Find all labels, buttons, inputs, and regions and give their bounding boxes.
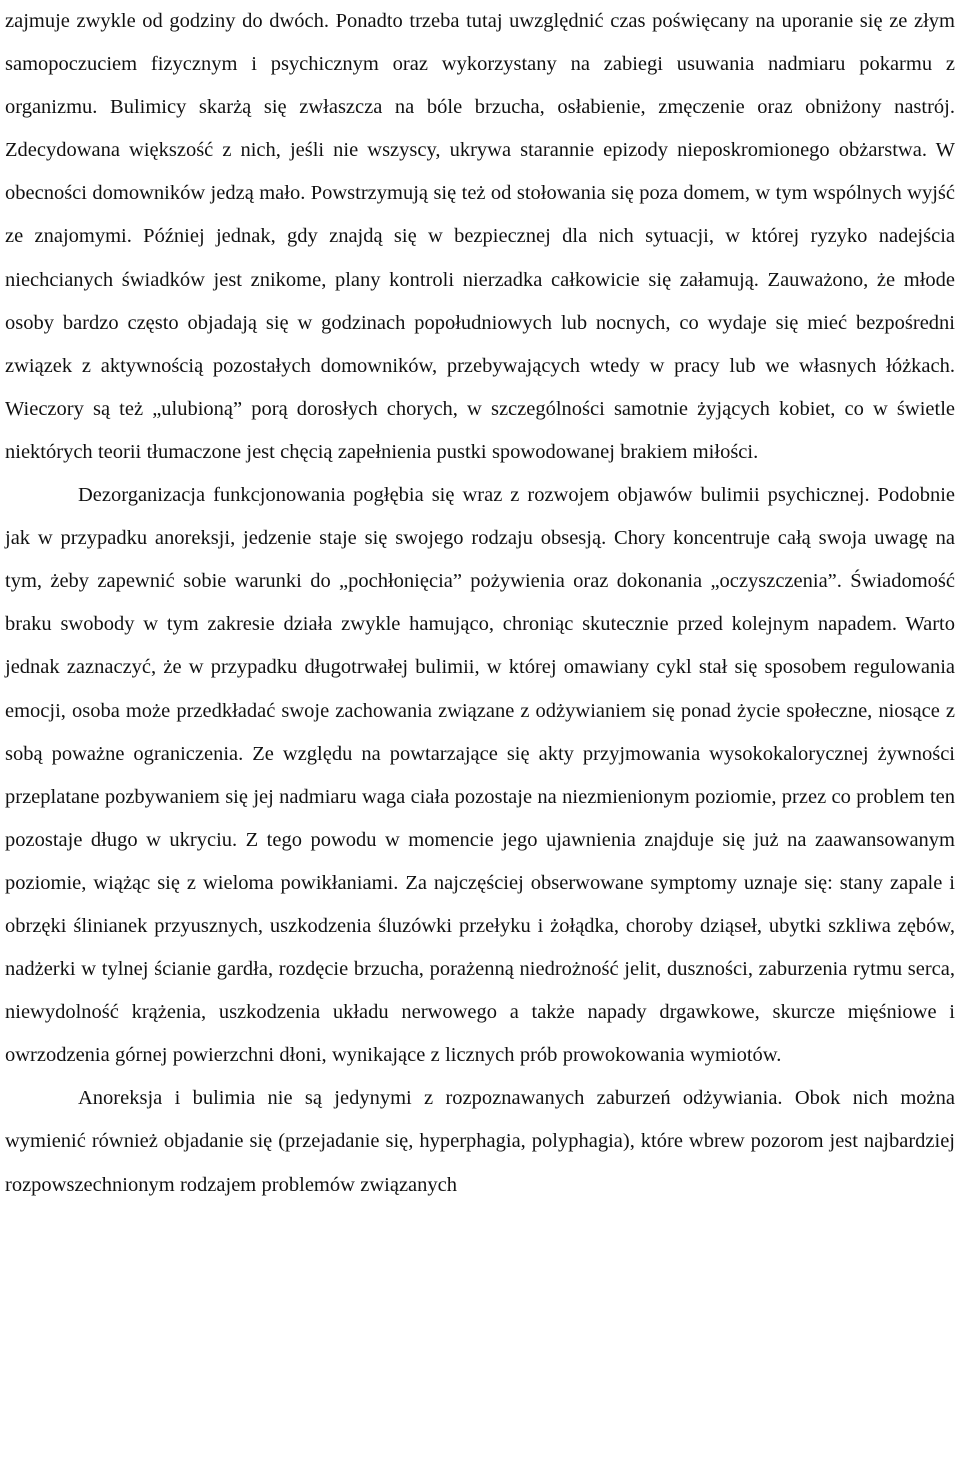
paragraph-bulimia-disorganization: Dezorganizacja funkcjonowania pogłębia się wraz z rozwojem objawów bulimii psychicznej. Podobnie jak w przypadku anoreksji, jedzenie staje się swojego rodzaju obsesją. Chory koncentruje całą swoja uwagę na tym, żeby zapewnić sobie warunki do „pochłonięcia” pożywienia oraz dokonania „oczyszczenia”. Świadomość braku swobody w tym zakresie działa zwykle hamująco, chroniąc skutecznie przed kolejnym napadem. Warto jednak zaznaczyć, że w przypadku długotrwałej bulimii, w której omawiany cykl stał się sposobem regulowania emocji, osoba może przedkładać swoje zachowania związane z odżywianiem się ponad życie społeczne, niosące z sobą poważne ograniczenia. Ze względu na powtarzające się akty przyjmowania wysokokalorycznej żywności przeplatane pozbywaniem się jej nadmiaru waga ciała pozostaje na niezmienionym poziomie, przez co problem ten pozostaje długo w ukryciu. Z tego powodu w momencie jego ujawnienia znajduje się już na zaawansowanym poziomie, wiążąc się z wieloma powikłaniami. Za najczęściej obserwowane symptomy uznaje się: stany zapale i obrzęki ślinianek przyusznych, uszkodzenia śluzówki przełyku i żołądka, choroby dziąseł, ubytki szkliwa zębów, nadżerki w tylnej ścianie gardła, rozdęcie brzucha, porażenną niedrożność jelit, duszności, zaburzenia rytmu serca, niewydolność krążenia, uszkodzenia układu nerwowego a także napady drgawkowe, skurcze mięśniowe i owrzodzenia górnej powierzchni dłoni, wynikające z licznych prób prowokowania wymiotów. — [5, 484, 955, 1067]
document-body — [5, 0, 955, 1207]
paragraph-other-eating-disorders: Anoreksja i bulimia nie są jedynymi z rozpoznawanych zaburzeń odżywiania. Obok nich można wymienić również objadanie się (przejadanie się, hyperphagia, polyphagia), które wbrew pozorom jest najbardziej rozpowszechnionym rodzajem problemów związanych — [5, 1087, 955, 1196]
paragraph-eating-episodes: zajmuje zwykle od godziny do dwóch. Ponadto trzeba tutaj uwzględnić czas poświęcany na uporanie się ze złym samopoczuciem fizycznym i psychicznym oraz wykorzystany na zabiegi usuwania nadmiaru pokarmu z organizmu. Bulimicy skarżą się zwłaszcza na bóle brzucha, osłabienie, zmęczenie oraz obniżony nastrój. Zdecydowana większość z nich, jeśli nie wszyscy, ukrywa starannie epizody nieposkromionego obżarstwa. W obecności domowników jedzą mało. Powstrzymują się też od stołowania się poza domem, w tym wspólnych wyjść ze znajomymi. Później jednak, gdy znajdą się w bezpiecznej dla nich sytuacji, w której ryzyko nadejścia niechcianych świadków jest znikome, plany kontroli nierzadka całkowicie się załamują. Zauważono, że młode osoby bardzo często objadają się w godzinach popołudniowych lub nocnych, co wydaje się mieć bezpośredni związek z aktywnością pozostałych domowników, przebywających wtedy w pracy lub we własnych łóżkach. Wieczory są też „ulubioną” porą dorosłych chorych, w szczególności samotnie żyjących kobiet, co w świetle niektórych teorii tłumaczone jest chęcią zapełnienia pustki spowodowanej brakiem miłości. — [5, 10, 955, 463]
